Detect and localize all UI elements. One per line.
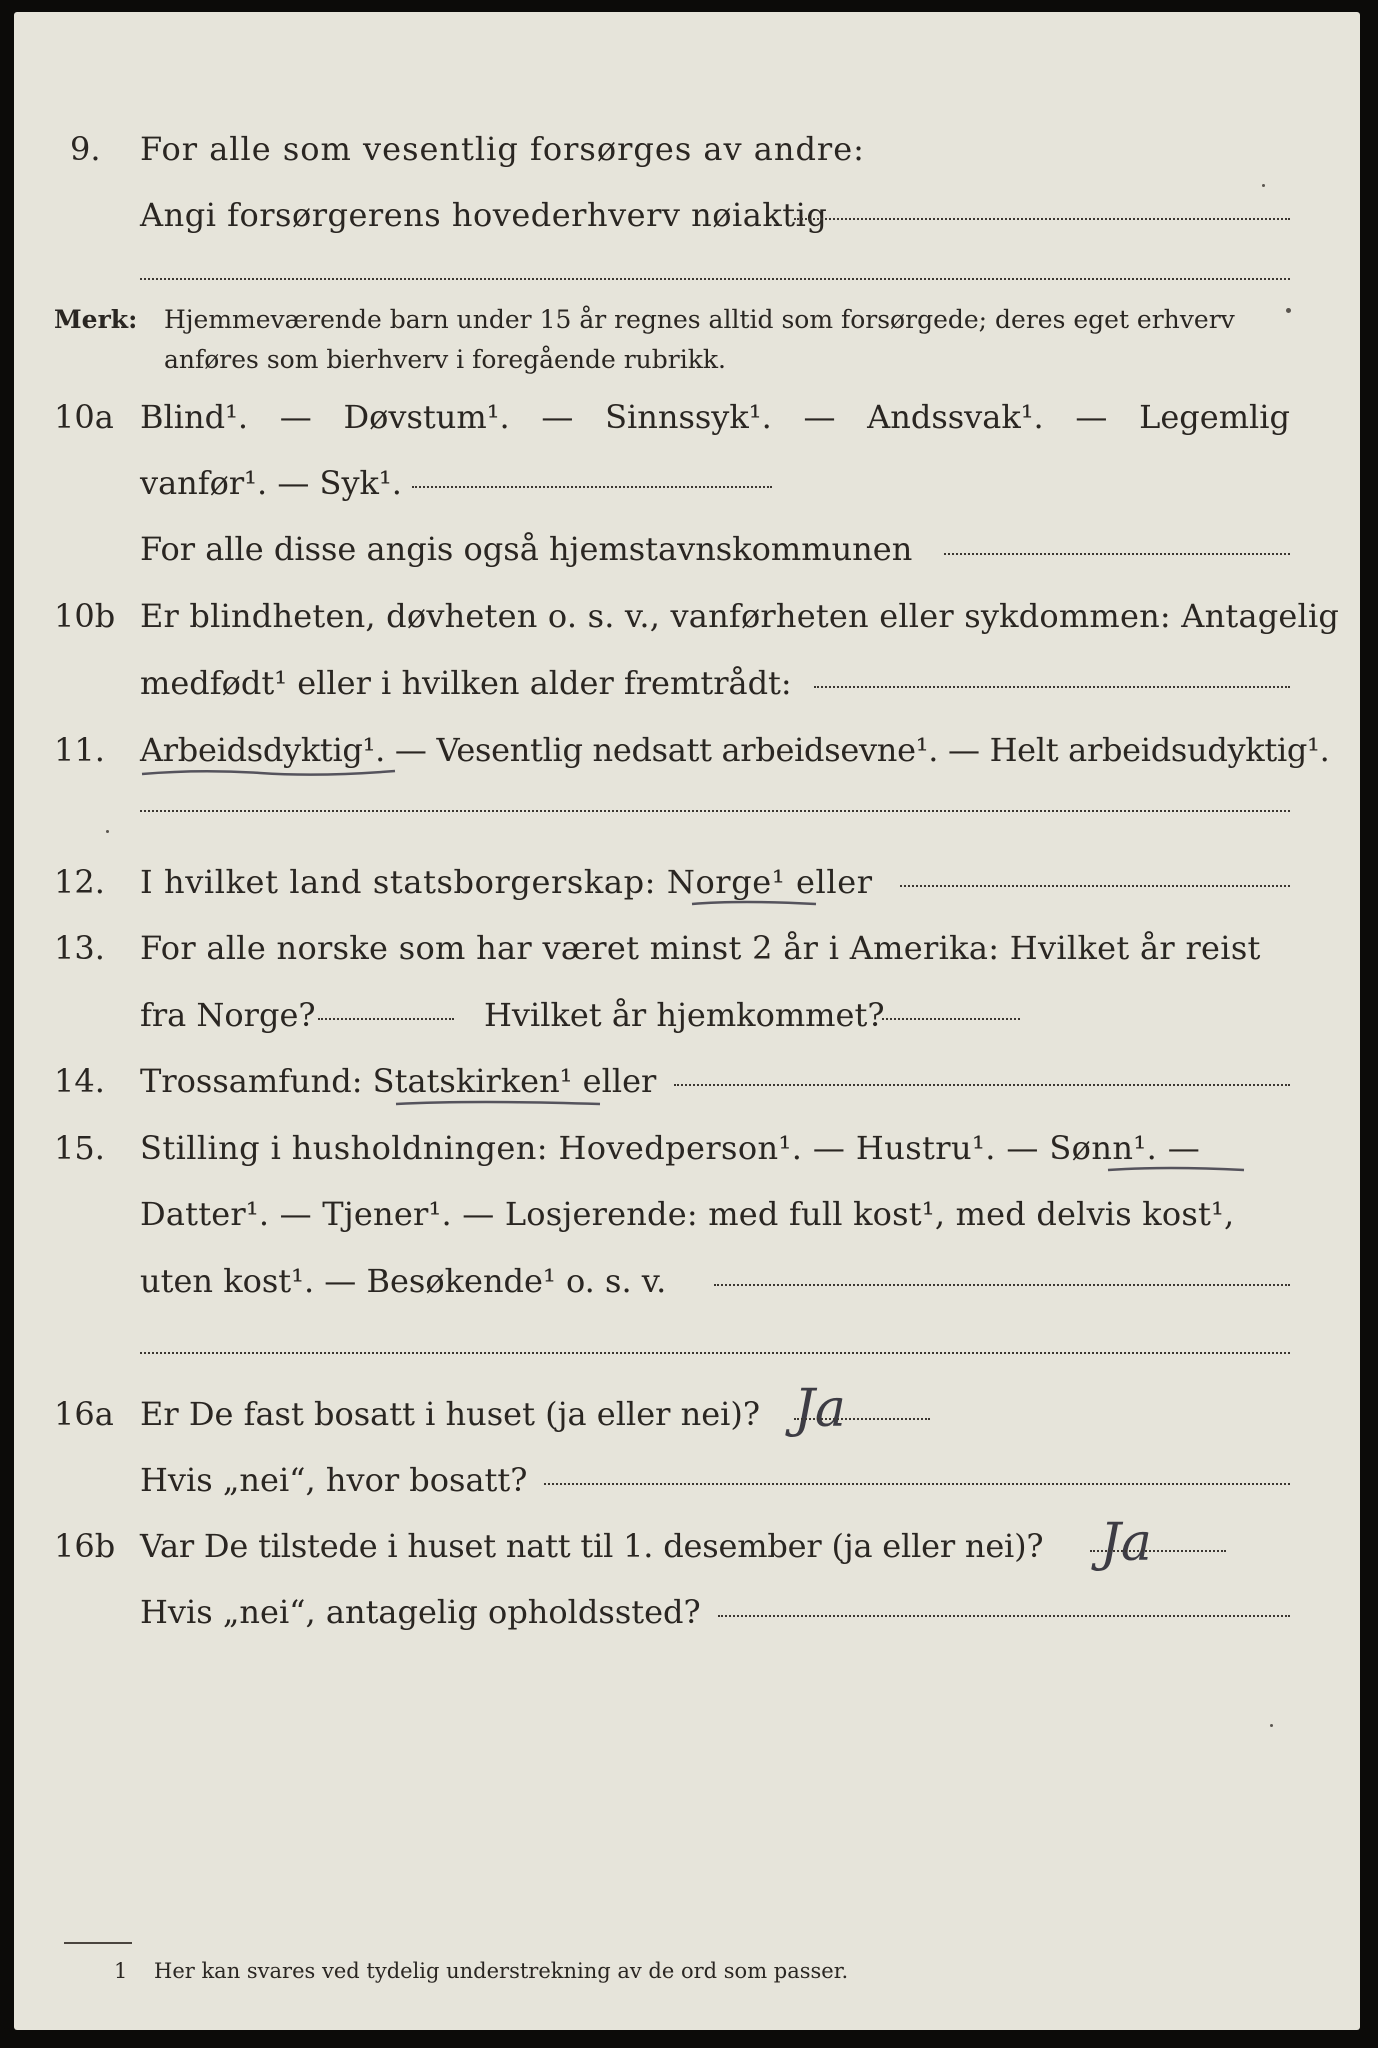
- q13-number: 13.: [54, 929, 105, 967]
- q10a-options-line1: [140, 397, 1290, 437]
- q10b-text-line2: medfødt¹ eller i hvilken alder fremtrådt:: [140, 664, 792, 702]
- q15-text-line2: Datter¹. — Tjener¹. — Losjerende: med full kost¹, med delvis kost¹,: [140, 1195, 1235, 1233]
- q16b-handwritten-answer: Ja: [1100, 1513, 1152, 1573]
- q13-text-line1: For alle norske som har været minst 2 år i Amerika: Hvilket år reist: [140, 929, 1261, 967]
- q15-underline-mark: [1106, 1164, 1248, 1176]
- q16b-text-line2: Hvis „nei“, antagelig opholdssted?: [140, 1593, 701, 1631]
- census-form-page: [14, 12, 1360, 2030]
- q13-reist-answer-line[interactable]: [318, 1018, 454, 1020]
- q14-number: 14.: [54, 1062, 105, 1100]
- q12-underline-mark: [690, 898, 822, 910]
- q9-text-line2: Angi forsørgerens hovederhverv nøiaktig: [140, 196, 828, 234]
- q16b-number: 16b: [54, 1527, 116, 1565]
- q10a-number: 10a: [54, 398, 114, 436]
- merk-label: Merk:: [54, 305, 138, 334]
- paper-speck: [1270, 1724, 1273, 1727]
- q10a-option-legemlig[interactable]: Legemlig: [1139, 398, 1290, 436]
- paper-speck: [106, 830, 109, 833]
- q15-text-line1: Stilling i husholdningen: Hovedperson¹. — Hustru¹. — Sønn¹. —: [140, 1129, 1201, 1167]
- q16a-handwritten-answer: Ja: [794, 1379, 846, 1439]
- paper-speck: [1286, 308, 1291, 313]
- footnote-mark: 1: [114, 1959, 128, 1983]
- q16a-text-line1: Er De fast bosatt i huset (ja eller nei)?: [140, 1395, 761, 1433]
- footnote-rule: [64, 1942, 132, 1944]
- q11-number: 11.: [54, 731, 105, 769]
- q10a-option-sinnssyk[interactable]: Sinnssyk¹.: [605, 398, 772, 436]
- q13-text-line2a: fra Norge?: [140, 996, 316, 1034]
- q12-answer-line[interactable]: [900, 885, 1290, 887]
- q12-number: 12.: [54, 863, 105, 901]
- q16b-text-line1: Var De tilstede i huset natt til 1. desember (ja eller nei)?: [140, 1527, 1044, 1565]
- q9-answer-line-2[interactable]: [140, 278, 1290, 280]
- q13-hjemkommet-answer-line[interactable]: [882, 1018, 1020, 1020]
- q11-answer-line[interactable]: [140, 810, 1290, 812]
- q10a-hjemstavn-line[interactable]: [944, 553, 1290, 555]
- q11-underline-mark: [140, 766, 400, 780]
- q11-options[interactable]: Arbeidsdyktig¹. — Vesentlig nedsatt arbeidsevne¹. — Helt arbeidsudyktig¹.: [140, 731, 1330, 769]
- q10b-number: 10b: [54, 597, 116, 635]
- q10a-dash-3: —: [803, 398, 836, 436]
- q16b-answer-line[interactable]: [1090, 1550, 1226, 1552]
- q10a-dash-4: —: [1075, 398, 1108, 436]
- q10a-text-line3: For alle disse angis også hjemstavnskommunen: [140, 530, 913, 568]
- q9-number: 9.: [70, 130, 101, 168]
- q10a-option-blind[interactable]: Blind¹.: [140, 398, 249, 436]
- q10b-answer-line[interactable]: [814, 686, 1290, 688]
- q15-text-line3: uten kost¹. — Besøkende¹ o. s. v.: [140, 1262, 667, 1300]
- merk-text-line1: Hjemmeværende barn under 15 år regnes alltid som forsørgede; deres eget erhverv: [164, 305, 1235, 334]
- q16a-bosatt-answer-line[interactable]: [544, 1483, 1290, 1485]
- q16a-answer-line[interactable]: [794, 1418, 930, 1420]
- q12-text: I hvilket land statsborgerskap: Norge¹ eller: [140, 863, 873, 901]
- q10a-dash-1: —: [279, 398, 312, 436]
- q16a-number: 16a: [54, 1395, 114, 1433]
- q10a-text-line2: vanfør¹. — Syk¹.: [140, 464, 402, 502]
- q15-answer-line-2[interactable]: [140, 1352, 1290, 1354]
- q10b-text-line1: Er blindheten, døvheten o. s. v., vanførheten eller sykdommen: Antagelig: [140, 597, 1340, 635]
- q14-underline-mark: [394, 1098, 604, 1110]
- q16a-text-line2: Hvis „nei“, hvor bosatt?: [140, 1461, 528, 1499]
- paper-speck: [1262, 184, 1265, 187]
- q10a-option-andssvak[interactable]: Andssvak¹.: [867, 398, 1044, 436]
- q15-answer-line[interactable]: [714, 1284, 1290, 1286]
- footnote-text: Her kan svares ved tydelig understrekning av de ord som passer.: [154, 1959, 849, 1983]
- q10a-answer-line[interactable]: [412, 486, 772, 488]
- q14-text: Trossamfund: Statskirken¹ eller: [140, 1062, 657, 1100]
- q10a-dash-2: —: [541, 398, 574, 436]
- q10a-option-dovstum[interactable]: Døvstum¹.: [343, 398, 510, 436]
- q9-answer-line[interactable]: [794, 218, 1290, 220]
- q16b-opholdssted-answer-line[interactable]: [718, 1615, 1290, 1617]
- q9-text-line1: For alle som vesentlig forsørges av andre:: [140, 130, 865, 168]
- q14-answer-line[interactable]: [674, 1084, 1290, 1086]
- q13-text-line2b: Hvilket år hjemkommet?: [484, 996, 885, 1034]
- q15-number: 15.: [54, 1129, 105, 1167]
- merk-text-line2: anføres som bierhverv i foregående rubrikk.: [164, 345, 726, 374]
